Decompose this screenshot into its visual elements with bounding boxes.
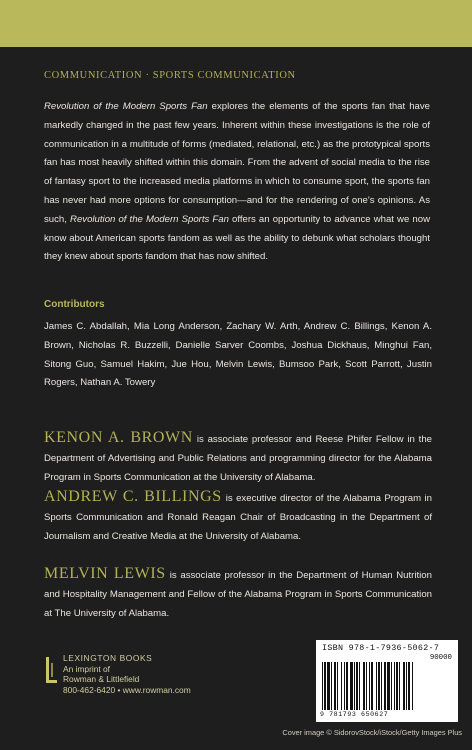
author-bio: [44, 488, 432, 546]
barcode-image: [322, 662, 452, 712]
author-bio: [44, 429, 432, 487]
barcode-bar: [337, 662, 338, 710]
contributors-heading: Contributors: [44, 299, 105, 310]
barcode-bar: [341, 662, 342, 710]
barcode-bar: [371, 662, 373, 710]
barcode-bar: [344, 662, 345, 710]
barcode-bar: [346, 662, 348, 710]
description-text: offers an opportunity to advance what we now know about American sports fandom as well as the ability to debunk what scholars thought they knew about sports fandom that has now shifted.: [44, 213, 430, 263]
publisher-block: [63, 653, 191, 695]
category-label: COMMUNICATION · SPORTS COMMUNICATION: [44, 70, 296, 81]
barcode-bar: [324, 662, 326, 710]
barcode-bar: [331, 662, 332, 710]
barcode-bar: [327, 662, 330, 710]
barcode-bar: [356, 662, 358, 710]
barcode-bar: [354, 662, 355, 710]
barcode-bar: [350, 662, 353, 710]
barcode-bar: [394, 662, 395, 710]
description-text: explores the elements of the sports fan that have markedly changed in the past few years. Inherent within these investigations is the role of communication in a multitude of forms (mediated, relational, etc.) as the prototypical sports fan has most heavily shifted within this domain. From the advent of social media to the rise of fantasy sport to the increased media platforms in which to consume sport, the sports fan has never had more options for consumption—and for the rendering of one's opinions. As such,: [44, 101, 430, 225]
barcode-bar: [408, 662, 410, 710]
barcode-bar: [363, 662, 365, 710]
barcode-bar: [391, 662, 392, 710]
author-name: MELVIN LEWIS: [44, 565, 166, 582]
contributors-list: James C. Abdallah, Mia Long Anderson, Zachary W. Arth, Andrew C. Billings, Kenon A. Brown, Nicholas R. Buzzelli, Danielle Sarver Coombs, Joshua Dickhaus, Minghui Fan, Sitong Guo, Samuel Hakim, Jue Hou, Melvin Lewis, Bumsoo Park, Scott Parrott, Justin Rogers, Nathan A. Towery: [44, 321, 432, 389]
barcode-bar: [334, 662, 336, 710]
book-title-italic: Revolution of the Modern Sports Fan: [44, 101, 208, 112]
book-title-italic: Revolution of the Modern Sports Fan: [70, 213, 229, 225]
publisher-parent: Rowman & Littlefield: [63, 674, 140, 685]
isbn-number: ISBN 978-1-7936-5062-7: [322, 643, 440, 653]
barcode-bar: [376, 662, 377, 710]
author-bio-text: is executive director of the Alabama Program in Sports Communication and Ronald Reagan Chair of Broadcasting in the Department of Journalism and Creative Media at the University of Alabama.: [44, 493, 432, 542]
barcode-bar: [399, 662, 400, 710]
price-code: 90000: [429, 654, 452, 662]
top-color-band: [0, 0, 472, 47]
author-bio-text: is associate professor and Reese Phifer Fellow in the Department of Advertising and Public Relations and programming director for the Alabama Program in Sports Communication at the University of Alabama.: [44, 434, 432, 483]
cover-image-credit: Cover image © SidorovStock/iStock/Getty Images Plus: [282, 728, 462, 737]
barcode-bar: [403, 662, 405, 710]
publisher-imprint: An imprint of: [63, 663, 111, 674]
barcode-bar: [381, 662, 382, 710]
book-description: [44, 98, 430, 267]
publisher-contact: 800-462-6420 • www.rowman.com: [63, 684, 191, 695]
barcode-bar: [384, 662, 386, 710]
barcode-bar: [322, 662, 323, 710]
author-name: KENON A. BROWN: [44, 429, 193, 446]
publisher-logo-icon: [44, 657, 58, 685]
barcode-bar: [378, 662, 380, 710]
barcode-bar: [366, 662, 367, 710]
barcode-bar: [412, 662, 413, 710]
author-bio: [44, 565, 432, 623]
barcode-digits: 9 781793 650627: [320, 711, 389, 718]
barcode-bar: [359, 662, 360, 710]
barcode-bar: [369, 662, 370, 710]
author-bio-text: is associate professor in the Department of Human Nutrition and Hospitality Management and Fellow of the Alabama Program in Sports Communication at The University of Alabama.: [44, 570, 432, 619]
barcode-bar: [387, 662, 390, 710]
publisher-name: LEXINGTON BOOKS: [63, 653, 153, 663]
barcode-bar: [396, 662, 398, 710]
barcode-bar: [406, 662, 407, 710]
author-name: ANDREW C. BILLINGS: [44, 488, 222, 505]
barcode-panel: [316, 640, 458, 722]
